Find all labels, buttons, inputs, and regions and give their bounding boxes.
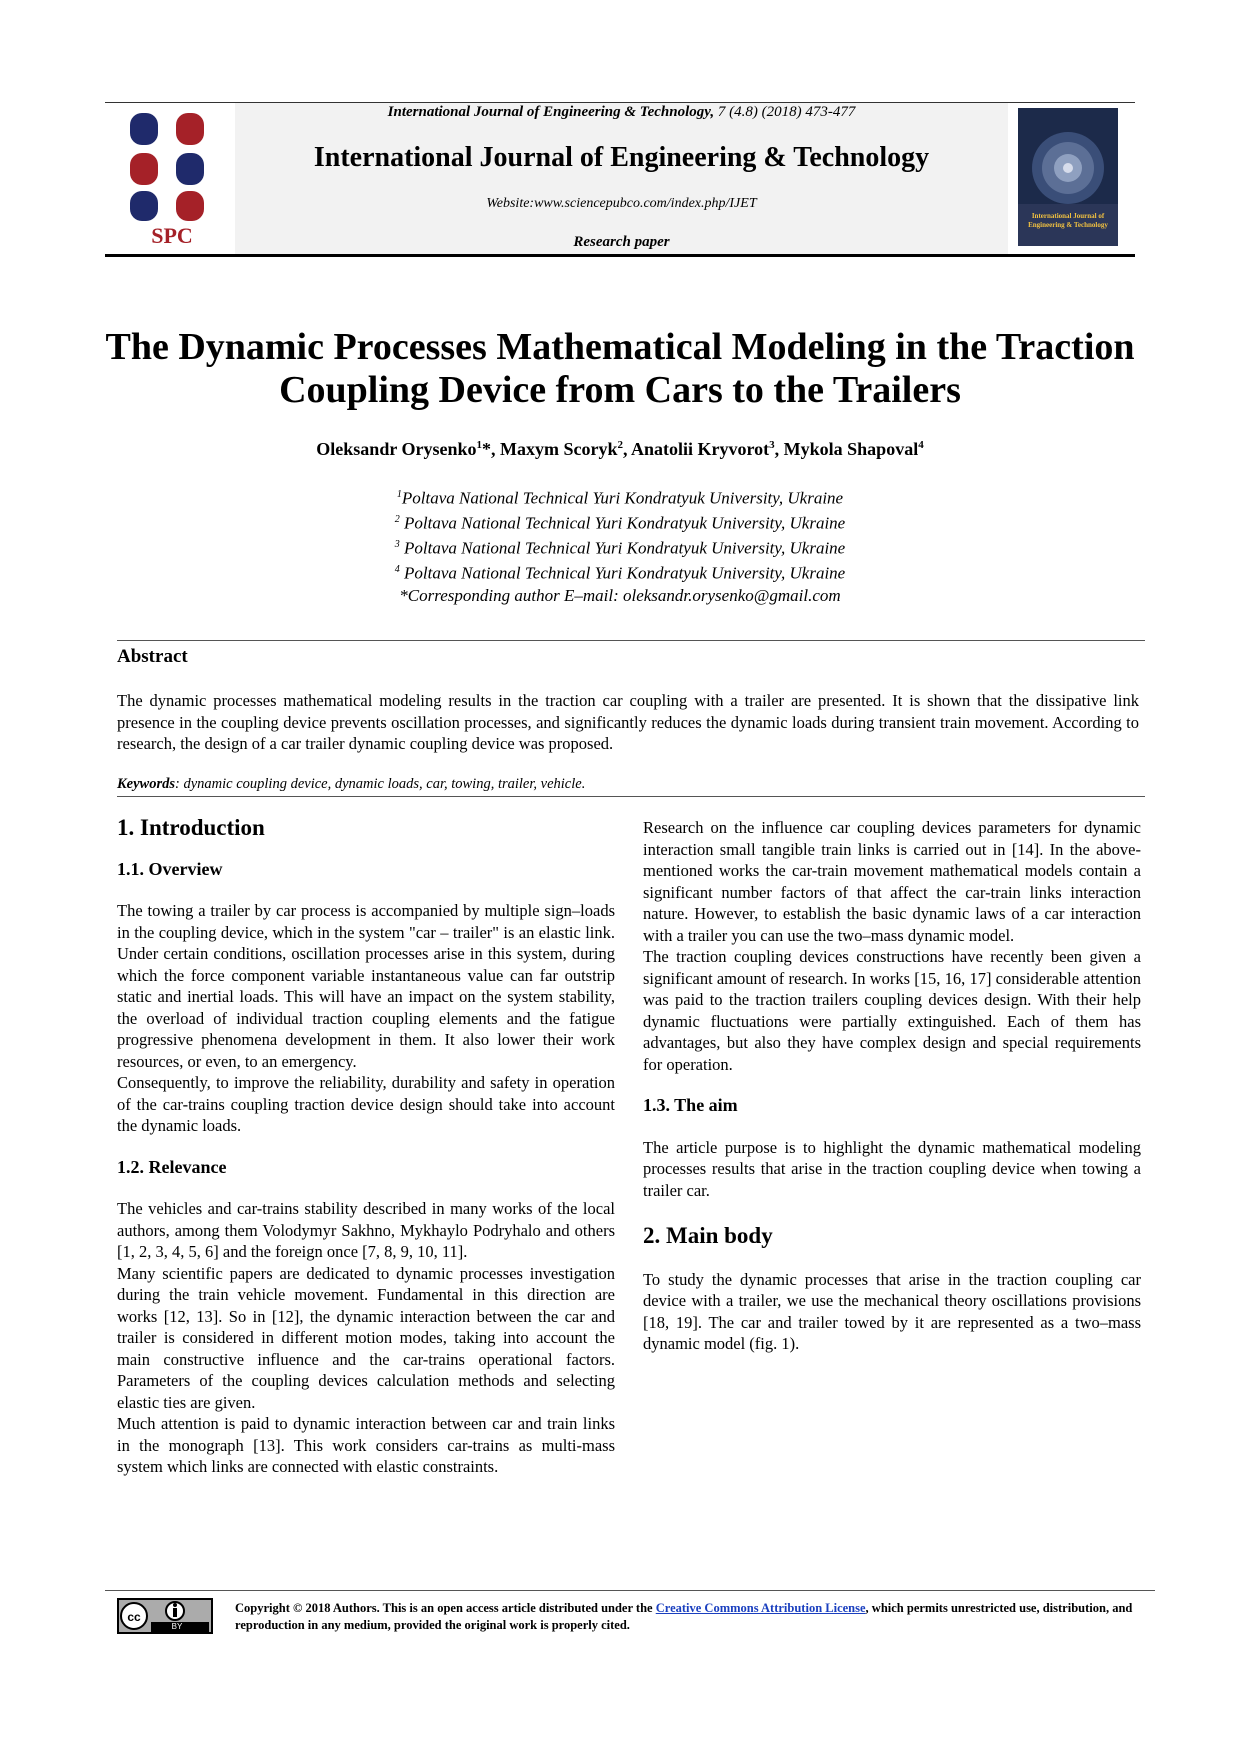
license-link[interactable]: Creative Commons Attribution License [655, 1601, 866, 1615]
author-name: Oleksandr Orysenko [316, 439, 477, 459]
author-sup: 2 [617, 439, 623, 451]
affiliation-line [100, 484, 1140, 509]
affiliation-sup: 2 [394, 514, 400, 526]
header-band [235, 103, 1008, 255]
abstract-heading: Abstract [117, 646, 188, 667]
cc-license-icon [117, 1598, 213, 1634]
journal-website: Website:www.sciencepubco.com/index.php/IJET [486, 196, 757, 211]
keywords-label: Keywords [117, 776, 175, 792]
affiliation-sup: 4 [394, 564, 400, 576]
author-list: Oleksandr Orysenko$^1$*, Maxym Scoryk$^2$, Anatolii Kryvorot$^3$, Mykola Shapoval$^4$ [316, 439, 924, 459]
affiliation-text: Poltava National Technical Yuri Kondratyuk University, Ukraine [399, 513, 846, 533]
right-column [643, 817, 1141, 1355]
citation-journal: International Journal of Engineering & Technology, [387, 104, 715, 120]
header-top-rule [105, 102, 1135, 103]
title-line-2: Coupling Device from Cars to the Trailers [279, 369, 961, 411]
paragraph: The vehicles and car-trains stability described in many works of the local authors, among them Volodymyr Sakhno, Mykhaylo Podryhalo and others [1, 2, 3, 4, 5, 6] and the foreign once [7, 8, 9, 10, 11]. [117, 1199, 615, 1261]
corresponding-author: *Corresponding author E–mail: oleksandr.orysenko@gmail.com [399, 585, 841, 605]
affiliation-text: Poltava National Technical Yuri Kondratyuk University, Ukraine [399, 564, 846, 584]
subsection-heading-overview: 1.1. Overview [117, 858, 223, 879]
abstract-text: The dynamic processes mathematical modeling results in the traction car coupling with a trailer are presented. It is shown that the dissipative link presence in the coupling device prevents oscillation processes, and significantly reduces the dynamic loads during transient train movement. According to research, the design of a car trailer dynamic coupling device was proposed. [117, 691, 1139, 753]
copyright-text-end: , which permits unrestricted use, distribution, and reproduction in any medium, provided the original work is properly cited. [235, 1601, 1133, 1632]
affiliations [100, 484, 1140, 606]
paragraph: Research on the influence car coupling devices parameters for dynamic interaction small tangible train links is carried out in [14]. In the above-mentioned works the car-train movement mathematical models contain a significant number factors of that affect the car-train links interaction nature. However, to establish the basic dynamic laws of a car interaction with a trailer you can use the two–mass dynamic model. [643, 818, 1141, 945]
logo-text: SPC [151, 223, 193, 248]
author-name: Maxym Scoryk [500, 439, 618, 459]
paragraph: Much attention is paid to dynamic interaction between car and train links in the monograph [13]. This work considers car-trains as multi-mass system which links are connected with elastic constraints. [117, 1414, 615, 1476]
affiliation-line [100, 509, 1140, 534]
cover-title: International Journal of Engineering & Technology [1028, 212, 1108, 229]
affiliation-text: Poltava National Technical Yuri Kondratyuk University, Ukraine [401, 488, 844, 508]
keywords-list: : dynamic coupling device, dynamic loads, car, towing, trailer, vehicle. [175, 776, 586, 792]
affiliation-sup: 1 [396, 489, 402, 500]
header-bottom-rule [105, 254, 1135, 257]
journal-citation [235, 104, 1008, 121]
paragraph: To study the dynamic processes that arise in the traction coupling car device with a trailer, we use the mechanical theory oscillations provisions [18, 19]. The car and trailer towed by it are represented as a two–mass dynamic model (fig. 1). [643, 1269, 1141, 1353]
copyright-text: Copyright © 2018 Authors. This is an open access article distributed under the [235, 1601, 656, 1615]
author-name: Mykola Shapoval [783, 439, 919, 459]
author-name: Anatolii Kryvorot [631, 439, 770, 459]
cc-label: BY [171, 1622, 183, 1631]
paper-title [100, 326, 1140, 412]
paper-type: Research paper [573, 234, 670, 250]
paragraph: Many scientific papers are dedicated to dynamic processes investigation during the train vehicle movement. Fundamental in this direction are works [12, 13]. So in [12], the dynamic interaction between the car and trailer is considered in different motion modes, taking into account the main constructive influence and the car-trains operational factors. Parameters of the coupling devices calculation methods and selecting elastic ties are given. [117, 1263, 615, 1412]
journal-cover-image [1018, 108, 1118, 246]
affiliation-text: Poltava National Technical Yuri Kondratyuk University, Ukraine [399, 538, 846, 558]
author-sup: 3 [769, 439, 775, 451]
subsection-heading-relevance: 1.2. Relevance [117, 1156, 227, 1177]
abstract-top-rule [117, 640, 1145, 641]
paragraph: The traction coupling devices constructions have recently been given a significant amount of research. In works [15, 16, 17] considerable attention was paid to the traction trailers coupling devices design. With their help dynamic fluctuations were partially extinguished. Each of them has advantages, but also they have complex design and special requirements for operation. [643, 947, 1141, 1074]
left-column [117, 817, 615, 1478]
affiliation-line [100, 559, 1140, 584]
keywords [117, 776, 1139, 793]
subsection-heading-aim: 1.3. The aim [643, 1095, 738, 1115]
copyright-notice [235, 1600, 1145, 1634]
svg-text:cc: cc [127, 1610, 141, 1624]
cc-by-badge [117, 1598, 213, 1634]
affiliation-sup: 3 [394, 539, 400, 551]
section-heading-introduction: 1. Introduction [117, 815, 265, 840]
affiliation-line [100, 534, 1140, 559]
paragraph: Consequently, to improve the reliability, durability and safety in operation of the car-trains coupling traction device design should take into account the dynamic loads. [117, 1073, 615, 1135]
title-line-1: The Dynamic Processes Mathematical Modeling in the Traction [105, 326, 1135, 368]
section-heading-main-body: 2. Main body [643, 1223, 773, 1248]
citation-volume: 7 (4.8) (2018) 473-477 [717, 104, 856, 120]
abstract-bottom-rule [117, 796, 1145, 797]
author-sup: 1 [476, 439, 482, 451]
footer-rule [105, 1590, 1155, 1591]
paragraph: The article purpose is to highlight the dynamic mathematical modeling processes results that arise in the traction coupling device when towing a trailer car. [643, 1137, 1141, 1200]
author-sup: 4 [918, 439, 924, 451]
corresponding-mark: * [482, 439, 491, 459]
publisher-logo [118, 105, 228, 253]
journal-title: International Journal of Engineering & Technology [313, 142, 930, 173]
paragraph: The towing a trailer by car process is accompanied by multiple sign–loads in the coupling device, which in the system "car – trailer" is an elastic link. Under certain conditions, oscillation processes arise in this system, during which the force component variable instantaneous value can far outstrip static and inertial loads. This will have an impact on the system stability, the overload of individual traction coupling elements and the fatigue progressive phenomena development in them. It also lower their work resources, or even, to an emergency. [117, 901, 615, 1071]
